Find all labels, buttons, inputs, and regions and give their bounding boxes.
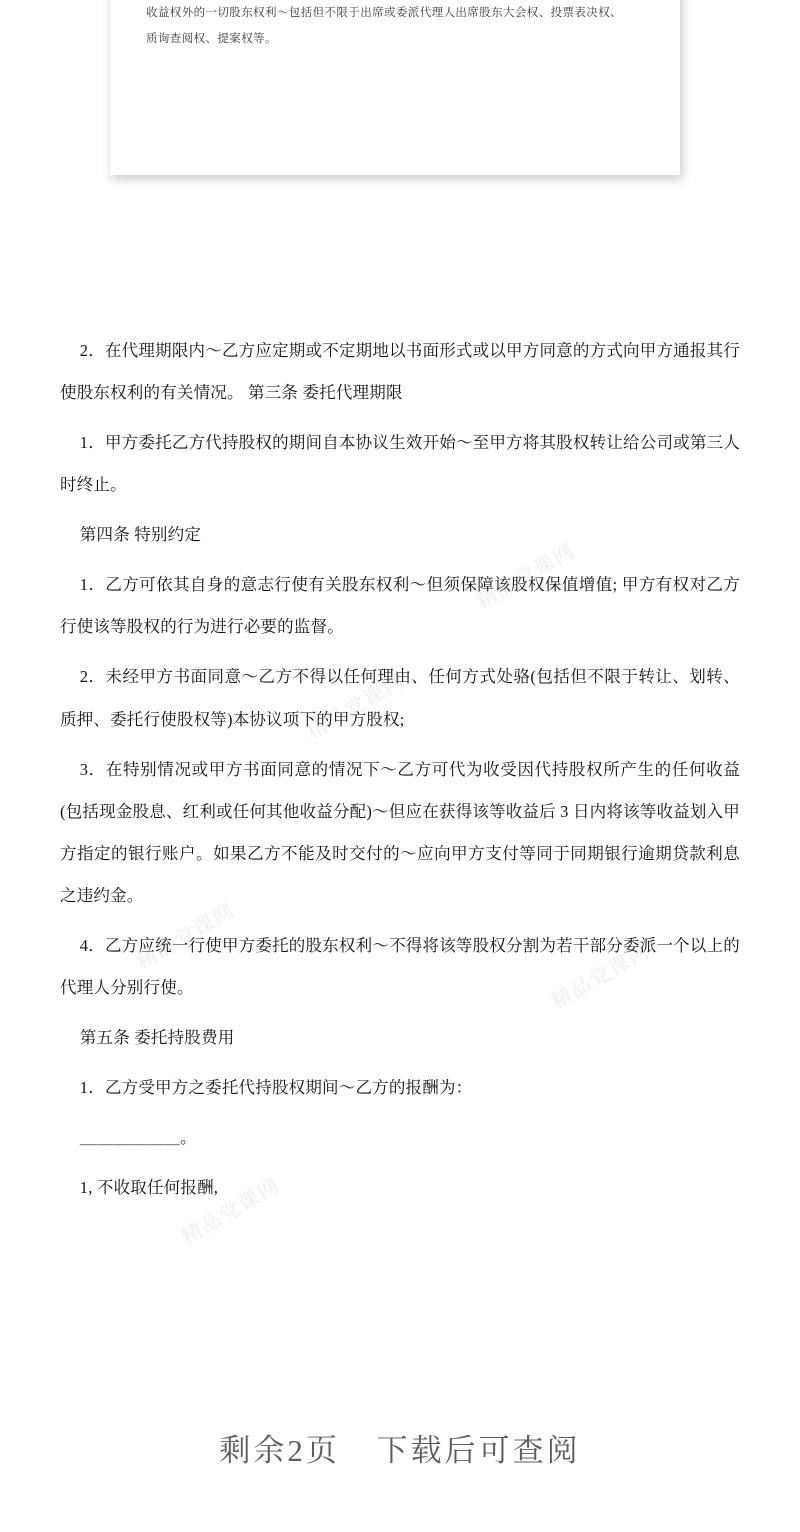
preview-card-text	[146, 0, 646, 53]
blank-fill-line: ＿＿＿＿＿＿。	[79, 1128, 197, 1148]
paragraph: 1．乙方受甲方之委托代持股权期间～乙方的报酬为：	[79, 1078, 473, 1097]
watermark: 精品党课网	[303, 669, 410, 744]
paragraph: 2．在代理期限内～乙方应定期或不定期地以书面形式或以甲方同意的方式向甲方通报其行使股东权利的有关情况。 第三条 委托代理期限	[60, 341, 740, 403]
paragraph: 1．甲方委托乙方代持股权的期间自本协议生效开始～至甲方将其股权转让给公司或第三人时终止。	[60, 433, 740, 495]
watermark: 精品党课网	[473, 539, 580, 614]
section-heading: 第四条 特别约定	[79, 525, 202, 545]
watermark: 精品党课网	[178, 1174, 285, 1249]
document-preview-card	[110, 0, 680, 175]
watermark: 精品党课网	[548, 939, 655, 1014]
paragraph: 4．乙方应统一行使甲方委托的股东权利～不得将该等股权分割为若干部分委派一个以上的代理人分别行使。	[60, 935, 740, 997]
preview-line-1: 收益权外的一切股东权利～包括但不限于出席或委派代理人出席股东大会权、投票表决权、	[146, 7, 622, 19]
paragraph: 1．乙方可依其自身的意志行使有关股东权利～但须保障该股权保值增值; 甲方有权对乙方行使该等股权的行为进行必要的监督。	[60, 575, 740, 637]
watermark: 精品党课网	[133, 899, 240, 974]
paragraph: 2．未经甲方书面同意～乙方不得以任何理由、任何方式处骆(包括但不限于转让、划转、质押、委托行使股权等)本协议项下的甲方股权;	[60, 667, 740, 729]
download-hint-label[interactable]: 下载后可查阅	[376, 1433, 581, 1468]
paragraph: 1, 不收取任何报酬,	[79, 1178, 219, 1198]
document-body	[0, 330, 800, 1217]
section-heading: 第五条 委托持股费用	[79, 1027, 235, 1047]
bottom-notice	[0, 1425, 800, 1470]
paragraph: 3．在特别情况或甲方书面同意的情况下～乙方可代为收受因代持股权所产生的任何收益(包括现金股息、红利或任何其他收益分配)～但应在获得该等收益后 3 日内将该等收益划入甲方指定的银行账户。如果乙方不能及时交付的～应向甲方支付等同于同期银行逾期贷款利息之违约金。	[60, 759, 740, 905]
preview-line-2: 质询查阅权、提案权等。	[146, 33, 277, 46]
remaining-pages-label: 剩余2页	[219, 1433, 340, 1468]
